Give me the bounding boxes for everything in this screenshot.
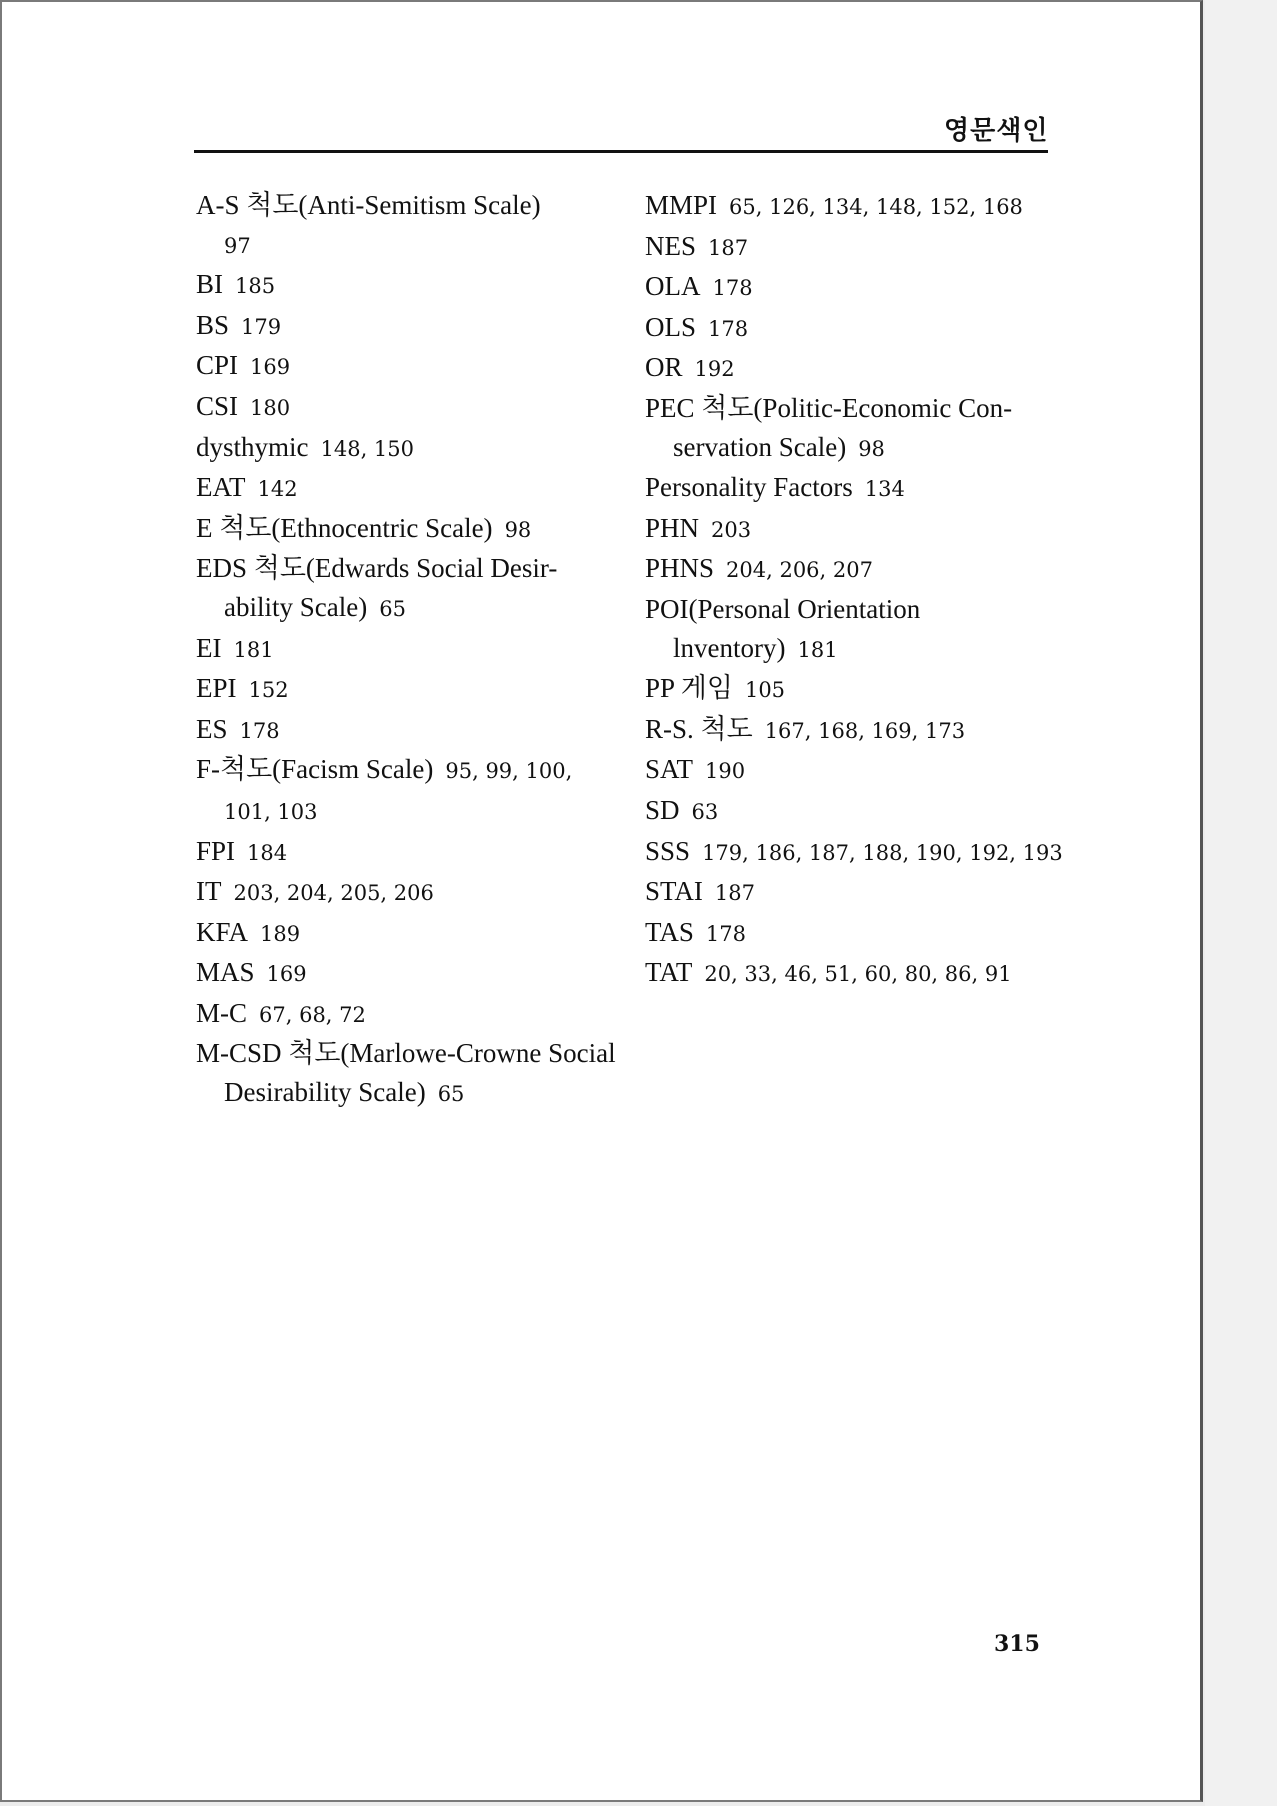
index-entry bbox=[645, 953, 1065, 994]
index-pages: 65, 126, 134, 148, 152, 168 bbox=[729, 195, 1023, 219]
index-pages: 178 bbox=[712, 276, 753, 301]
index-term: SD bbox=[645, 794, 680, 825]
index-pages: 181 bbox=[233, 637, 274, 662]
index-entry bbox=[645, 832, 1083, 873]
index-entry bbox=[645, 669, 1065, 710]
index-pages: 20, 33, 46, 51, 60, 80, 86, 91 bbox=[704, 962, 1012, 987]
index-pages: 190 bbox=[705, 759, 746, 784]
index-entry bbox=[196, 265, 616, 306]
index-term: PHN bbox=[645, 512, 700, 543]
index-pages: 67, 68, 72 bbox=[259, 1002, 366, 1027]
index-term: E 척도(Ethnocentric Scale) bbox=[196, 512, 493, 543]
index-term: M-CSD 척도(Marlowe-Crowne Social Desirability Scale) bbox=[196, 1038, 616, 1108]
index-term: IT bbox=[196, 876, 222, 907]
index-entry bbox=[196, 913, 616, 954]
index-term: NES bbox=[645, 230, 697, 261]
index-pages: 65 bbox=[437, 1082, 465, 1107]
index-term: PP 게임 bbox=[645, 673, 733, 704]
index-term: SSS bbox=[645, 835, 691, 866]
index-entry bbox=[645, 468, 1065, 509]
index-pages: 169 bbox=[250, 355, 291, 380]
index-term: R-S. 척도 bbox=[645, 713, 753, 744]
index-term: A-S 척도(Anti-Semitism Scale) bbox=[196, 190, 541, 220]
index-term: EPI bbox=[196, 673, 237, 704]
index-term: BS bbox=[196, 309, 230, 340]
index-entry bbox=[645, 590, 1083, 669]
index-pages: 203, 204, 205, 206 bbox=[233, 881, 434, 906]
index-entry bbox=[645, 267, 1065, 308]
index-term: KFA bbox=[196, 916, 249, 947]
index-entry bbox=[645, 509, 1065, 550]
index-pages: 178 bbox=[705, 921, 746, 946]
index-term: TAS bbox=[645, 916, 694, 947]
viewer-margin bbox=[1205, 0, 1277, 1806]
index-pages: 152 bbox=[248, 678, 289, 703]
index-pages: 65 bbox=[379, 596, 406, 621]
index-term: PEC 척도(Politic-Economic Con-servation Scale) bbox=[645, 392, 1013, 462]
index-entry bbox=[196, 346, 616, 387]
index-entry bbox=[196, 549, 624, 628]
index-term: EI bbox=[196, 632, 222, 663]
index-entry bbox=[196, 669, 616, 710]
index-entry bbox=[645, 872, 1065, 913]
index-entry bbox=[196, 629, 616, 670]
header-rule bbox=[194, 150, 1048, 153]
index-pages: 178 bbox=[708, 316, 749, 341]
index-pages: 192 bbox=[694, 357, 735, 382]
index-entry bbox=[196, 387, 616, 428]
index-term: MAS bbox=[196, 957, 255, 988]
index-pages: 203 bbox=[711, 517, 752, 542]
index-pages: 185 bbox=[235, 274, 276, 299]
index-entry bbox=[645, 791, 1065, 832]
index-pages: 187 bbox=[714, 881, 755, 906]
index-pages: 169 bbox=[266, 962, 307, 987]
index-term: OR bbox=[645, 352, 683, 383]
index-entry bbox=[645, 308, 1065, 349]
index-pages: 98 bbox=[504, 517, 532, 542]
index-entry bbox=[196, 186, 616, 265]
index-entry bbox=[645, 913, 1065, 954]
index-pages: 63 bbox=[691, 799, 719, 824]
index-entry bbox=[645, 389, 1083, 468]
index-pages: 204, 206, 207 bbox=[726, 558, 873, 583]
index-pages: 98 bbox=[858, 436, 885, 461]
index-entry bbox=[196, 509, 616, 550]
index-pages: 142 bbox=[257, 477, 298, 502]
index-entry bbox=[196, 468, 616, 509]
index-column-right bbox=[645, 186, 1065, 994]
index-term: Personality Factors bbox=[645, 472, 853, 503]
index-entry bbox=[196, 306, 616, 347]
index-entry bbox=[196, 428, 616, 469]
index-term: M-C bbox=[196, 997, 248, 1028]
index-term: BI bbox=[196, 269, 223, 300]
index-pages: 180 bbox=[250, 395, 291, 420]
index-pages: 184 bbox=[247, 840, 288, 865]
index-pages: 167, 168, 169, 173 bbox=[764, 718, 966, 743]
index-term: EDS 척도(Edwards Social Desir-ability Scale) bbox=[196, 553, 558, 622]
index-entry bbox=[645, 186, 1065, 227]
index-entry bbox=[196, 710, 616, 751]
index-term: OLA bbox=[645, 271, 701, 302]
index-term: STAI bbox=[645, 876, 703, 907]
index-term: CSI bbox=[196, 390, 239, 421]
index-pages: 178 bbox=[239, 718, 280, 743]
index-pages: 105 bbox=[744, 678, 786, 703]
index-pages: 148, 150 bbox=[320, 436, 415, 461]
running-head: 영문색인 bbox=[944, 116, 1049, 146]
index-pages: 95, 99, 100, 101, 103 bbox=[224, 759, 573, 824]
index-term: SAT bbox=[645, 754, 694, 785]
index-pages: 179 bbox=[241, 314, 282, 339]
index-entry bbox=[645, 710, 1065, 751]
index-term: CPI bbox=[196, 350, 239, 381]
index-pages: 97 bbox=[224, 233, 251, 258]
index-pages: 181 bbox=[797, 637, 838, 662]
index-column-left bbox=[196, 186, 616, 1114]
index-entry bbox=[645, 227, 1065, 268]
index-term: ES bbox=[196, 713, 228, 744]
index-term: dysthymic bbox=[196, 431, 309, 462]
index-entry bbox=[196, 994, 616, 1035]
index-entry bbox=[645, 750, 1065, 791]
index-entry bbox=[196, 750, 624, 831]
index-entry bbox=[645, 549, 1065, 590]
index-entry bbox=[645, 348, 1065, 389]
index-term: FPI bbox=[196, 835, 236, 866]
index-entry bbox=[196, 832, 616, 873]
index-entry bbox=[196, 953, 616, 994]
index-pages: 179, 186, 187, 188, 190, 192, 193 bbox=[702, 840, 1063, 865]
page-number: 315 bbox=[994, 1631, 1040, 1657]
index-term: PHNS bbox=[645, 553, 715, 584]
index-entry bbox=[196, 872, 616, 913]
index-term: F-척도(Facism Scale) bbox=[196, 754, 434, 785]
index-term: TAT bbox=[645, 957, 693, 988]
index-entry bbox=[196, 1034, 624, 1113]
index-term: POI(Personal Orientation lnventory) bbox=[645, 593, 921, 663]
index-pages: 134 bbox=[864, 477, 905, 502]
index-term: OLS bbox=[645, 311, 697, 342]
index-pages: 189 bbox=[260, 921, 301, 946]
index-pages: 187 bbox=[708, 235, 749, 260]
index-term: MMPI bbox=[645, 190, 718, 220]
index-term: EAT bbox=[196, 472, 246, 503]
